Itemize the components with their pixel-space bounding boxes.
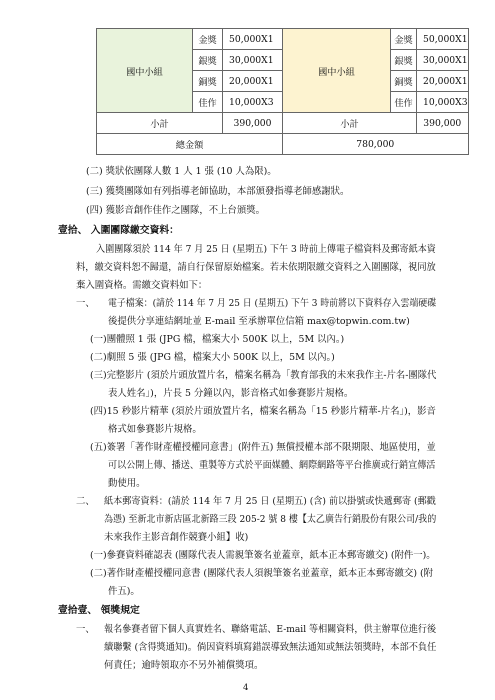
prize-table [96, 28, 469, 155]
award-rule-line: 報名參賽者留下個人真實姓名、聯絡電話、E-mail 等相關資料，供主辦單位進行後 [104, 624, 437, 635]
paper-files-line: 未來我作主影音創作競賽小組】收) [104, 532, 249, 543]
award-label: 銀獎 [193, 50, 223, 71]
award-amount: 10,000X3 [417, 92, 469, 113]
e-item: (二)劇照 5 張 (JPG 檔，檔案大小 500K 以上，5M 以內。) [90, 352, 335, 363]
e-item: (一)團體照 1 張 (JPG 檔，檔案大小 500K 以上，5M 以內。) [90, 334, 345, 345]
item-number: 一、 [76, 624, 95, 635]
s10-para-line: 料，繳交資料恕不歸還，請自行保留原始檔案。若未依期限繳交資料之入圍團隊，視同放 [76, 262, 436, 273]
e-item-cont: 動使用。 [108, 478, 146, 489]
s10-para-line: 棄入圍資格。需繳交資料如下： [76, 280, 208, 291]
subtotal-row [97, 113, 469, 134]
subtotal-value: 390,000 [417, 113, 469, 134]
award-rule-line: 續聯繫 (含得獎通知)。倘因資料填寫錯誤導致無法通知或無法領獎時，本部不負任 [104, 642, 437, 653]
award-label: 銅獎 [391, 71, 417, 92]
section-10-heading: 壹拾、 入圍團隊繳交資料： [58, 225, 179, 236]
award-amount: 50,000X1 [223, 29, 283, 50]
total-value: 780,000 [283, 134, 469, 155]
e-item-cont: 格式如參賽影片規格。 [108, 424, 202, 435]
p-item-cont: 件五)。 [108, 586, 140, 597]
award-label: 佳作 [193, 92, 223, 113]
e-item-cont: 可以公開上傳、播送、重製等方式於平面媒體、網際網路等平台推廣或行銷宣傳活 [108, 460, 436, 471]
s10-para-line: 入圍團隊須於 114 年 7 月 25 日 (星期五) 下午 3 時前上傳電子檔資料及郵寄紙本資 [96, 244, 436, 255]
award-rule-line: 何責任；逾時領取亦不另外補償獎項。 [104, 660, 264, 671]
award-amount: 20,000X1 [223, 71, 283, 92]
electronic-files-line: 電子檔案：(請於 114 年 7 月 25 日 (星期五) 下午 3 時前將以下資料存入雲端硬碟 [108, 298, 437, 309]
award-label: 佳作 [391, 92, 417, 113]
award-amount: 20,000X1 [417, 71, 469, 92]
table-row [97, 29, 469, 50]
award-amount: 30,000X1 [223, 50, 283, 71]
note-3: (三) 獲獎團隊如有列指導老師協助，本部頒發指導老師感謝狀。 [86, 186, 350, 197]
total-row [97, 134, 469, 155]
subtotal-label: 小計 [283, 113, 417, 134]
award-amount: 10,000X3 [223, 92, 283, 113]
group-cell-right: 國中小組 [283, 29, 391, 113]
note-4: (四) 獲影音創作佳作之團隊，不上台頒獎。 [86, 205, 266, 216]
p-item: (一)參賽資料確認表 (團隊代表人需親筆簽名並蓋章，紙本正本郵寄繳交) (附件一)。 [90, 550, 436, 561]
subtotal-label: 小計 [97, 113, 223, 134]
award-label: 金獎 [391, 29, 417, 50]
e-item: (四)15 秒影片精華 (須於片頭放置片名，檔案名稱為「15 秒影片精華-片名」)，影音 [90, 406, 436, 417]
award-label: 銀獎 [391, 50, 417, 71]
e-item: (五)簽署「著作財產權授權同意書」(附件五) 無償授權本部不限期限、地區使用，並 [90, 442, 436, 453]
electronic-files-line: 後提供分享連結網址並 E-mail 至承辦單位信箱 max@topwin.com.tw) [108, 316, 410, 327]
e-item-cont: 表人姓名」)，片長 5 分鐘以內，影音格式如參賽影片規格。 [108, 388, 354, 399]
subtotal-value: 390,000 [223, 113, 283, 134]
note-2: (二) 獎狀依團隊人數 1 人 1 張 (10 人為限)。 [86, 166, 277, 177]
p-item: (二)著作財產權授權同意書 (團隊代表人須親筆簽名並蓋章，紙本正本郵寄繳交) (附 [90, 568, 434, 579]
group-cell-left: 國中小組 [97, 29, 193, 113]
award-amount: 50,000X1 [417, 29, 469, 50]
page-number: 4 [243, 683, 249, 693]
item-number: 一、 [76, 298, 95, 309]
section-11-heading: 壹拾壹、 領獎規定 [58, 605, 140, 616]
total-label: 總金額 [97, 134, 283, 155]
item-number: 二、 [76, 496, 95, 507]
award-label: 銅獎 [193, 71, 223, 92]
paper-files-line: 紙本郵寄資料：(請於 114 年 7 月 25 日 (星期五) (含) 前以掛號或快遞郵寄 (郵戳 [104, 496, 436, 507]
e-item: (三)完整影片 (須於片頭放置片名，檔案名稱為「教育部我的未來我作主-片名-團隊代 [90, 370, 437, 381]
paper-files-line: 為憑) 至新北市新店區北新路三段 205-2 號 8 樓【太乙廣告行銷股份有限公司/我的 [104, 514, 437, 525]
award-amount: 30,000X1 [417, 50, 469, 71]
award-label: 金獎 [193, 29, 223, 50]
